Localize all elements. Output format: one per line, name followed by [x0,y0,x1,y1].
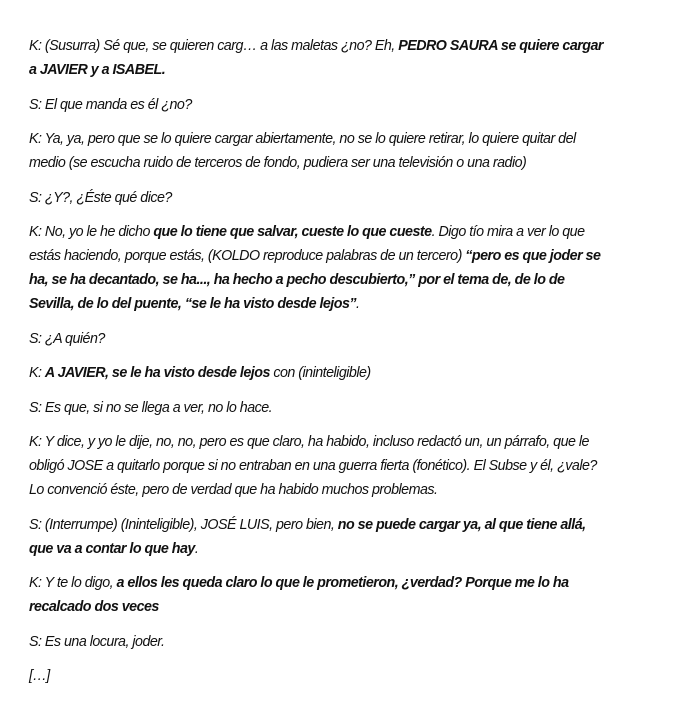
text-segment: S: ¿Y?, ¿Éste qué dice? [29,188,172,206]
transcript-paragraph-11 [29,571,609,619]
transcript-paragraph-2 [29,93,609,117]
transcript-paragraph-4 [29,186,609,210]
text-segment: K: Y te lo digo, [29,574,117,591]
text-segment: S: Es una locura, joder. [29,632,165,650]
transcript-paragraph-1 [29,34,609,82]
text-segment: K: Ya, ya, pero que se lo quiere cargar abiertamente, no se lo quiere retirar, lo quiere quitar del medio (se escucha ruido de terceros de fondo, pudiera ser una televisión o una radio) [29,130,576,171]
text-segment: . [356,295,360,312]
text-segment: K: Y dice, y yo le dije, no, no, pero es que claro, ha habido, incluso redactó un, un párrafo, que le obligó JOSE a quitarlo porque si no entraban en una guerra fierta (fonético). El Subse y él, ¿vale? Lo convenció éste, pero de verdad que ha habido muchos problemas. [29,433,597,498]
text-segment: K: [29,364,45,381]
text-segment: K: (Susurra) Sé que, se quieren carg… a las maletas ¿no? Eh, [29,37,399,54]
text-segment: S: (Interrumpe) (Ininteligible), JOSÉ LUIS, pero bien, [29,515,338,533]
transcript-paragraph-12 [29,630,609,654]
bold-text-segment: que lo tiene que salvar, cueste lo que cueste [153,223,432,240]
bold-text-segment: PEDRO SAURA se quiere cargar a JAVIER y a ISABEL. [29,37,603,78]
bold-text-segment: A JAVIER, se le ha visto desde lejos [44,364,270,381]
bold-text-segment: “pero es que joder se ha, se ha decantado, se ha..., ha hecho a pecho descubierto,” por el tema de, de lo de Sevilla, de lo del puente, “se le ha visto desde lejos” [29,247,601,312]
transcript-paragraph-3 [29,127,609,175]
bold-text-segment: no se puede cargar ya, al que tiene allá, que va a contar lo que hay [29,515,586,557]
transcript-document [29,34,609,699]
transcript-paragraph-7 [29,361,609,385]
transcript-paragraph-9 [29,430,609,502]
transcript-paragraph-6 [29,327,609,351]
text-segment: . Digo tío mira a ver lo que estás haciendo, porque estás, (KOLDO reproduce palabras de un tercero) [29,223,585,264]
text-segment: . [194,539,199,557]
text-segment: K: No, yo le he dicho [29,223,154,240]
ellipsis-marker: […] [29,667,50,684]
bold-text-segment: a ellos les queda claro lo que le prometieron, ¿verdad? Porque me lo ha recalcado dos veces [29,574,569,615]
text-segment: con (ininteligible) [269,364,371,381]
text-segment: S: El que manda es él ¿no? [29,95,192,113]
text-segment: S: Es que, si no se llega a ver, no lo hace. [29,398,273,416]
transcript-paragraph-8 [29,396,609,420]
text-segment: S: ¿A quién? [29,329,105,347]
transcript-paragraph-5 [29,220,609,316]
transcript-paragraph-10 [29,513,609,561]
transcript-paragraph-13 [29,664,609,688]
